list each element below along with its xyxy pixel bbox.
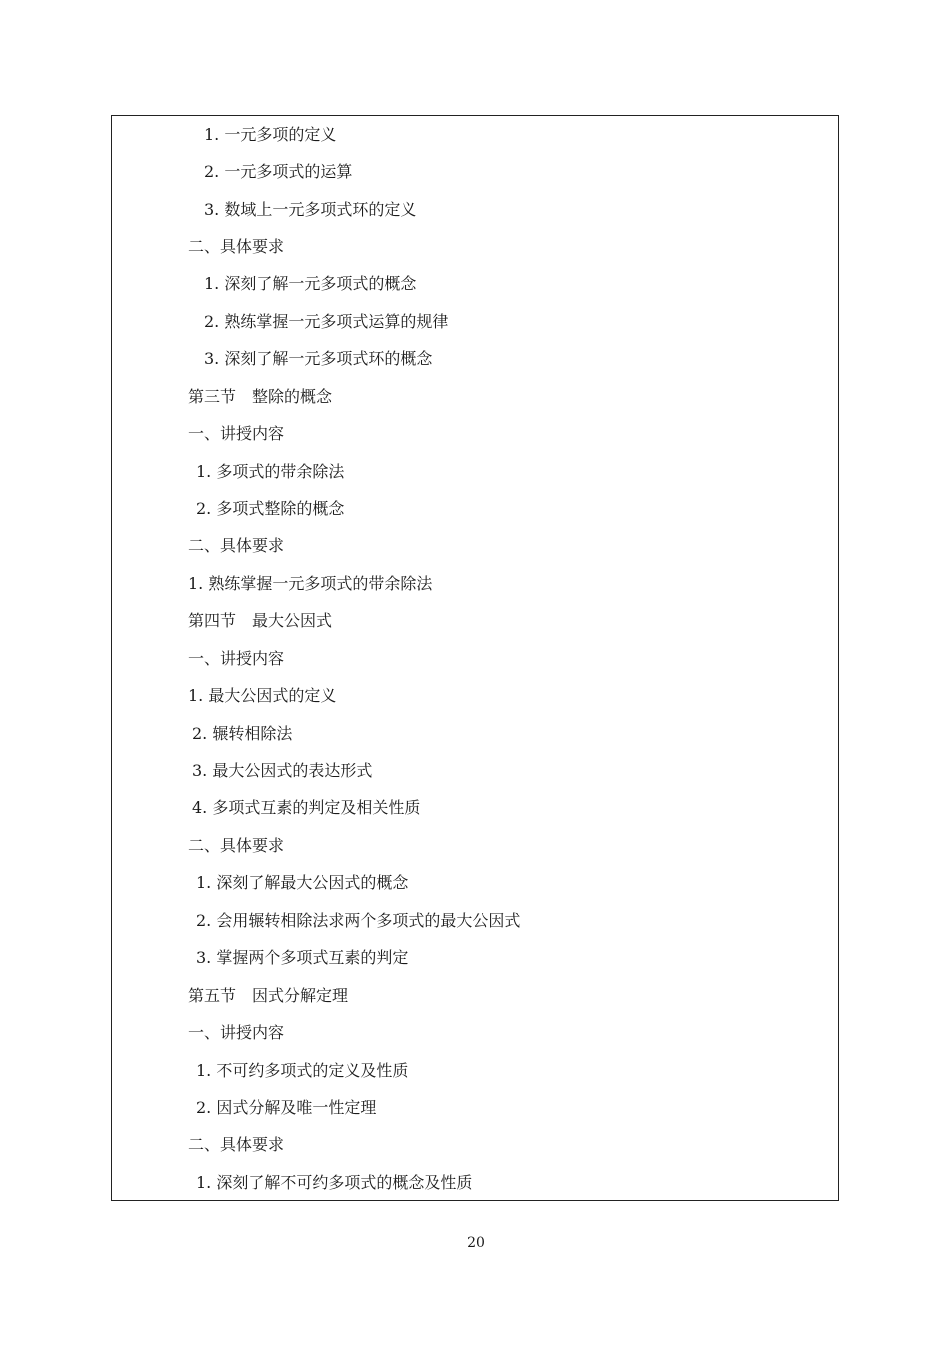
page-number: 20: [467, 1235, 485, 1251]
list-item: 3. 深刻了解一元多项式环的概念: [204, 349, 433, 368]
subheading: 一、讲授内容: [188, 1023, 285, 1042]
section-heading: 第三节 整除的概念: [188, 387, 333, 406]
list-item: 2. 一元多项式的运算: [204, 162, 353, 181]
subheading: 一、讲授内容: [188, 424, 285, 443]
list-item: 1. 熟练掌握一元多项式的带余除法: [188, 574, 433, 593]
subheading: 二、具体要求: [188, 1135, 285, 1154]
list-item: 1. 不可约多项式的定义及性质: [196, 1061, 409, 1080]
list-item: 1. 深刻了解不可约多项式的概念及性质: [196, 1173, 473, 1192]
list-item: 1. 深刻了解一元多项式的概念: [204, 274, 417, 293]
section-heading: 第五节 因式分解定理: [188, 986, 349, 1005]
subheading: 二、具体要求: [188, 536, 285, 555]
list-item: 1. 多项式的带余除法: [196, 462, 345, 481]
section-heading: 第四节 最大公因式: [188, 611, 333, 630]
list-item: 2. 辗转相除法: [192, 724, 293, 743]
list-item: 3. 数域上一元多项式环的定义: [204, 200, 417, 219]
list-item: 2. 多项式整除的概念: [196, 499, 345, 518]
list-item: 1. 深刻了解最大公因式的概念: [196, 873, 409, 892]
list-item: 3. 掌握两个多项式互素的判定: [196, 948, 409, 967]
list-item: 2. 熟练掌握一元多项式运算的规律: [204, 312, 449, 331]
list-item: 1. 一元多项的定义: [204, 125, 337, 144]
list-item: 3. 最大公因式的表达形式: [192, 761, 373, 780]
list-item: 1. 最大公因式的定义: [188, 686, 337, 705]
list-item: 2. 会用辗转相除法求两个多项式的最大公因式: [196, 911, 521, 930]
subheading: 二、具体要求: [188, 836, 285, 855]
list-item: 2. 因式分解及唯一性定理: [196, 1098, 377, 1117]
list-item: 4. 多项式互素的判定及相关性质: [192, 798, 421, 817]
subheading: 一、讲授内容: [188, 649, 285, 668]
subheading: 二、具体要求: [188, 237, 285, 256]
